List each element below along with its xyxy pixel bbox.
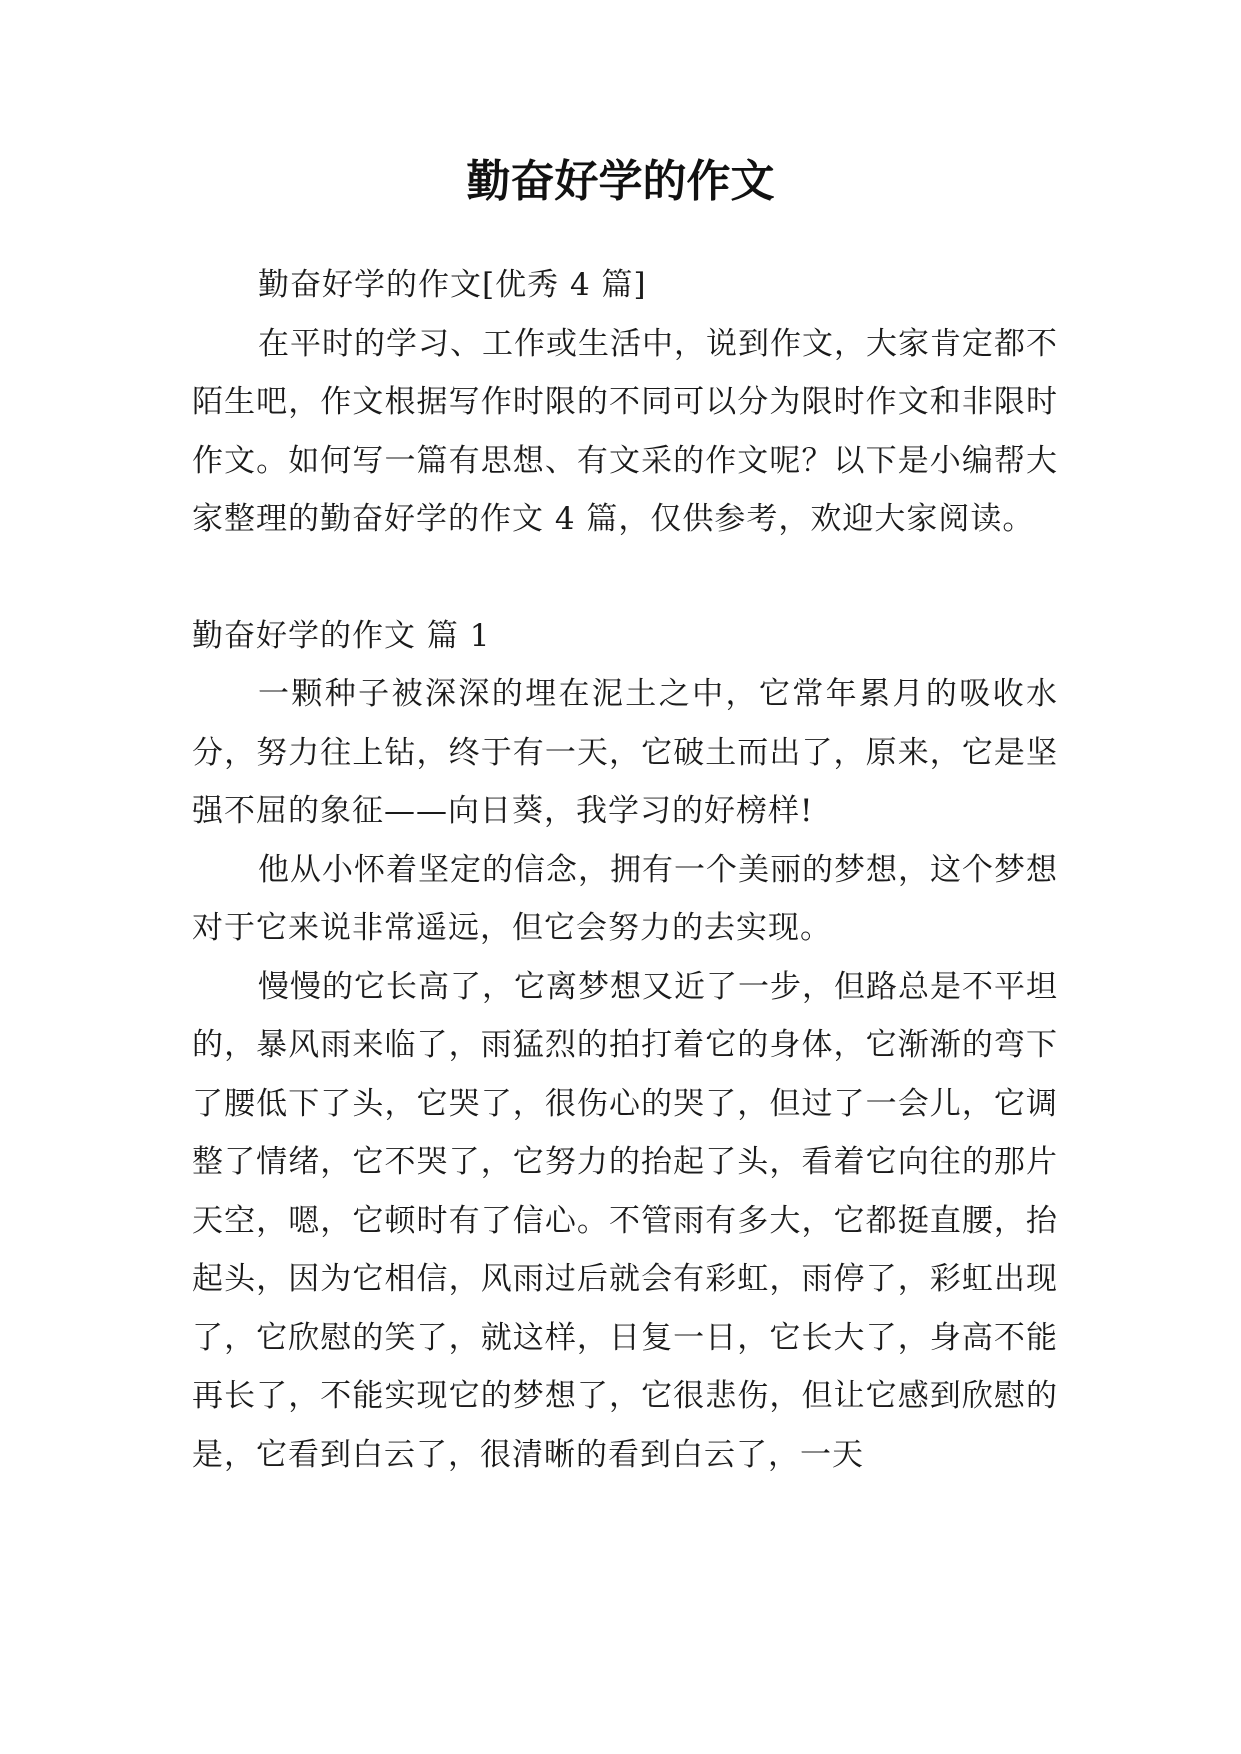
section-heading: 勤奋好学的作文 篇 1 (192, 617, 491, 654)
document-subtitle: 勤奋好学的作文[优秀 4 篇] (258, 267, 647, 303)
body-paragraph: 他从小怀着坚定的信念，拥有一个美丽的梦想，这个梦想对于它来说非常遥远，但它会努力的去实现。 (192, 851, 1058, 946)
body-paragraph: 慢慢的它长高了，它离梦想又近了一步，但路总是不平坦的，暴风雨来临了，雨猛烈的拍打着它的身体，它渐渐的弯下了腰低下了头，它哭了，很伤心的哭了，但过了一会儿，它调整了情绪，它不哭了，它努力的抬起了头，看着它向往的那片天空，嗯，它顿时有了信心。不管雨有多大，它都挺直腰，抬起头，因为它相信，风雨过后就会有彩虹，雨停了，彩虹出现了，它欣慰的笑了，就这样，日复一日，它长大了，身高不能再长了，不能实现它的梦想了，它很悲伤，但让它感到欣慰的是，它看到白云了，很清晰的看到白云了，一天 (192, 968, 1058, 1473)
section-spacer (192, 549, 1058, 607)
document-body (192, 256, 1058, 1484)
body-paragraph: 一颗种子被深深的埋在泥土之中，它常年累月的吸收水分，努力往上钻，终于有一天，它破土而出了，原来，它是坚强不屈的象征——向日葵，我学习的好榜样! (192, 676, 1058, 829)
intro-paragraph: 在平时的学习、工作或生活中，说到作文，大家肯定都不陌生吧，作文根据写作时限的不同可以分为限时作文和非限时作文。如何写一篇有思想、有文采的作文呢？以下是小编帮大家整理的勤奋好学的作文 4 篇，仅供参考，欢迎大家阅读。 (192, 325, 1058, 537)
document-title: 勤奋好学的作文 (466, 156, 775, 207)
